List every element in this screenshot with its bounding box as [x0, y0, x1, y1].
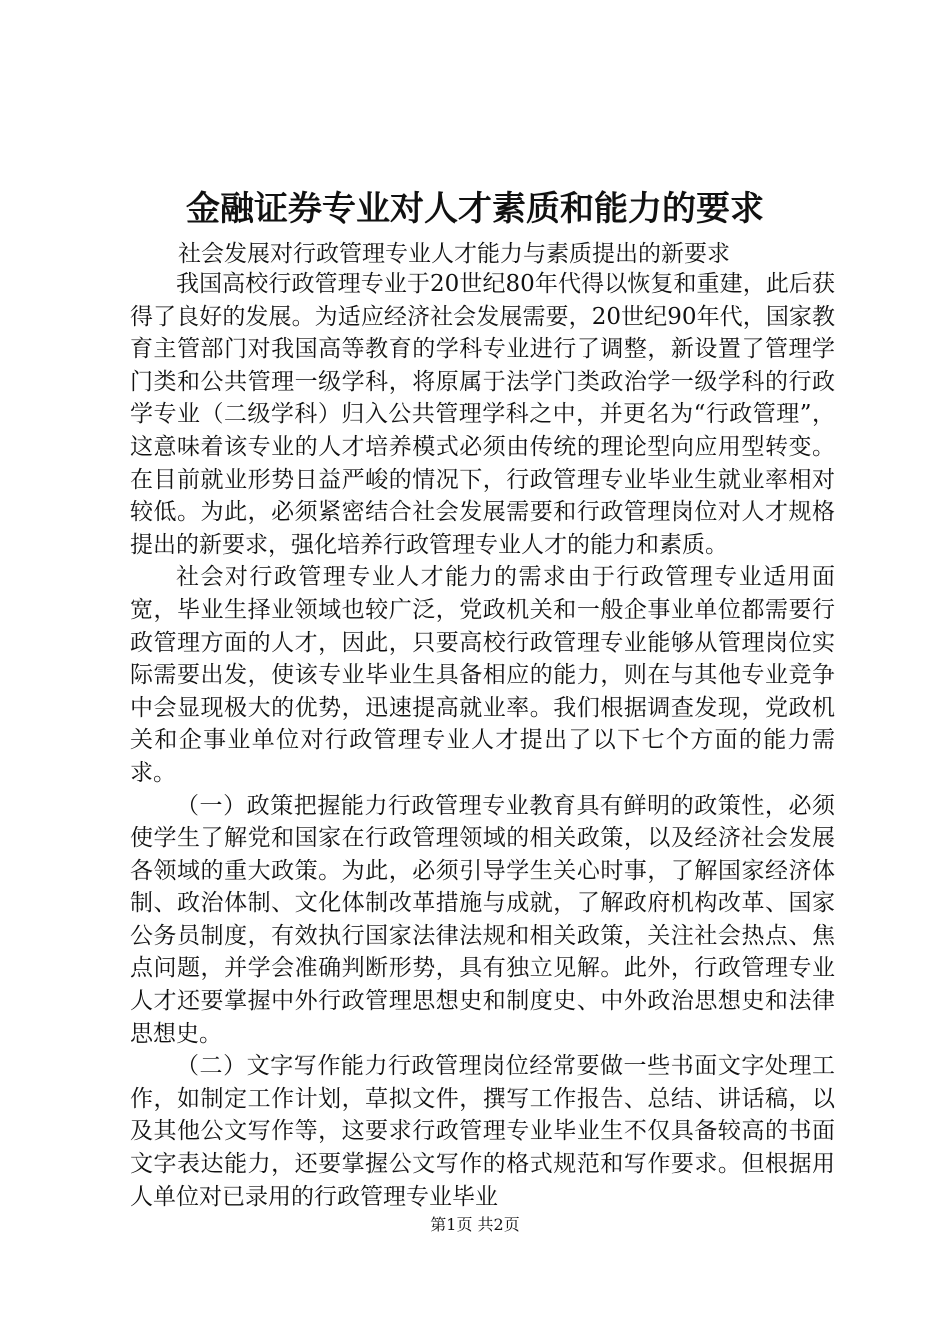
body-paragraph: 社会对行政管理专业人才能力的需求由于行政管理专业适用面宽，毕业生择业领域也较广泛，党政机关和一般企事业单位都需要行政管理方面的人才，因此，只要高校行政管理专业能够从管理岗位实际需要出发，使该专业毕业生具备相应的能力，则在与其他专业竞争中会显现极大的优势，迅速提高就业率。我们根据调查发现，党政机关和企事业单位对行政管理专业人才提出了以下七个方面的能力需求。	[130, 564, 835, 786]
document-title: 金融证券专业对人才素质和能力的要求	[186, 189, 764, 229]
page-footer: 第1页 共2页	[430, 1215, 520, 1234]
body-paragraph: （一）政策把握能力行政管理专业教育具有鲜明的政策性，必须使学生了解党和国家在行政管理领域的相关政策，以及经济社会发展各领域的重大政策。为此，必须引导学生关心时事，了解国家经济体制、政治体制、文化体制改革措施与成就，了解政府机构改革、国家公务员制度，有效执行国家法律法规和相关政策，关注社会热点、焦点问题，并学会准确判断形势，具有独立见解。此外，行政管理专业人才还要掌握中外行政管理思想史和制度史、中外政治思想史和法律思想史。	[130, 792, 835, 1047]
document-body	[130, 268, 835, 1213]
body-paragraph: （二）文字写作能力行政管理岗位经常要做一些书面文字处理工作，如制定工作计划，草拟文件，撰写工作报告、总结、讲话稿，以及其他公文写作等，这要求行政管理专业毕业生不仅具备较高的书面文字表达能力，还要掌握公文写作的格式规范和写作要求。但根据用人单位对已录用的行政管理专业毕业	[130, 1053, 835, 1210]
document-subtitle: 社会发展对行政管理专业人才能力与素质提出的新要求	[178, 241, 730, 267]
body-paragraph: 我国高校行政管理专业于20世纪80年代得以恢复和重建，此后获得了良好的发展。为适应经济社会发展需要，20世纪90年代，国家教育主管部门对我国高等教育的学科专业进行了调整，新设置了管理学门类和公共管理一级学科，将原属于法学门类政治学一级学科的行政学专业（二级学科）归入公共管理学科之中，并更名为“行政管理”，这意味着该专业的人才培养模式必须由传统的理论型向应用型转变。在目前就业形势日益严峻的情况下，行政管理专业毕业生就业率相对较低。为此，必须紧密结合社会发展需要和行政管理岗位对人才规格提出的新要求，强化培养行政管理专业人才的能力和素质。	[130, 271, 835, 558]
